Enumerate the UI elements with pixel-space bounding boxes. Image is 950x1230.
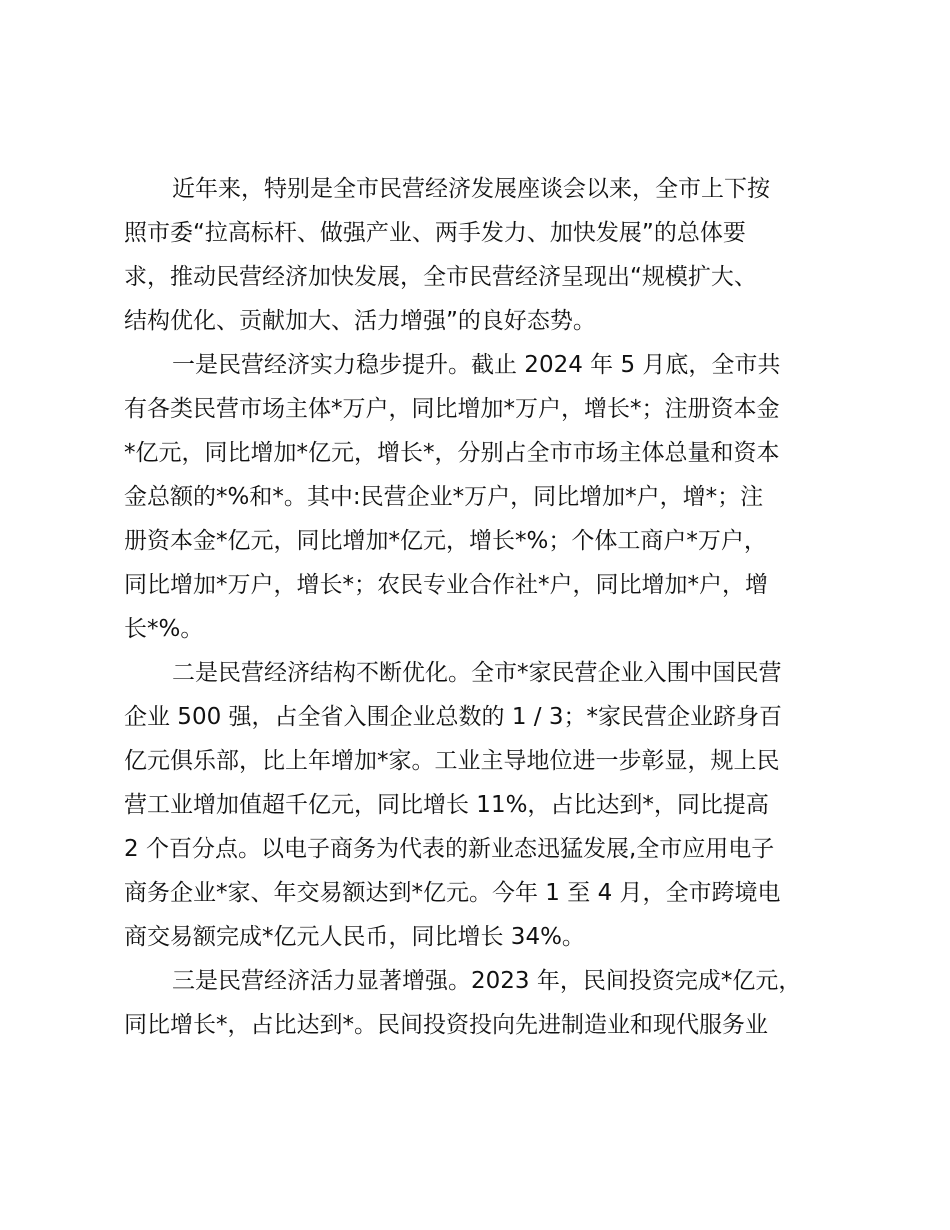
paragraph-1-line-3: 求，推动民营经济加快发展，全市民营经济呈现出“规模扩大、 — [124, 264, 757, 290]
paragraph-3-line-3: 亿元俱乐部，比上年增加*家。工业主导地位进一步彰显，规上民 — [124, 748, 780, 774]
paragraph-4-line-2: 同比增长*，占比达到*。民间投资投向先进制造业和现代服务业 — [124, 1012, 768, 1038]
paragraph-1-line-4: 结构优化、贡献加大、活力增强”的良好态势。 — [124, 308, 596, 334]
paragraph-2-line-4: 金总额的*%和*。其中:民营企业*万户，同比增加*户，增*；注 — [124, 484, 764, 510]
paragraph-2-line-3: *亿元，同比增加*亿元，增长*，分别占全市市场主体总量和资本 — [124, 440, 780, 466]
paragraph-3-line-1: 二是民营经济结构不断优化。全市*家民营企业入围中国民营 — [172, 660, 782, 686]
paragraph-1-line-2: 照市委“拉高标杆、做强产业、两手发力、加快发展”的总体要 — [124, 220, 746, 246]
paragraph-3-line-5: 2 个百分点。以电子商务为代表的新业态迅猛发展,全市应用电子 — [124, 836, 775, 862]
paragraph-4-line-1: 三是民营经济活力显著增强。2023 年，民间投资完成*亿元， — [172, 968, 802, 994]
paragraph-3-line-7: 商交易额完成*亿元人民币，同比增长 34%。 — [124, 924, 585, 950]
paragraph-1-line-1: 近年来，特别是全市民营经济发展座谈会以来，全市上下按 — [172, 176, 770, 202]
paragraph-2-line-1: 一是民营经济实力稳步提升。截止 2024 年 5 月底，全市共 — [172, 352, 781, 378]
paragraph-3-line-4: 营工业增加值超千亿元，同比增长 11%，占比达到*，同比提高 — [124, 792, 769, 818]
paragraph-3-line-6: 商务企业*家、年交易额达到*亿元。今年 1 至 4 月，全市跨境电 — [124, 880, 781, 906]
paragraph-2-line-6: 同比增加*万户，增长*；农民专业合作社*户，同比增加*户，增 — [124, 572, 768, 598]
paragraph-2-line-7: 长*%。 — [124, 616, 204, 642]
paragraph-2-line-5: 册资本金*亿元，同比增加*亿元，增长*%；个体工商户*万户， — [124, 528, 767, 554]
paragraph-3-line-2: 企业 500 强，占全省入围企业总数的 1 / 3；*家民营企业跻身百 — [124, 704, 782, 730]
paragraph-2-line-2: 有各类民营市场主体*万户，同比增加*万户，增长*；注册资本金 — [124, 396, 780, 422]
